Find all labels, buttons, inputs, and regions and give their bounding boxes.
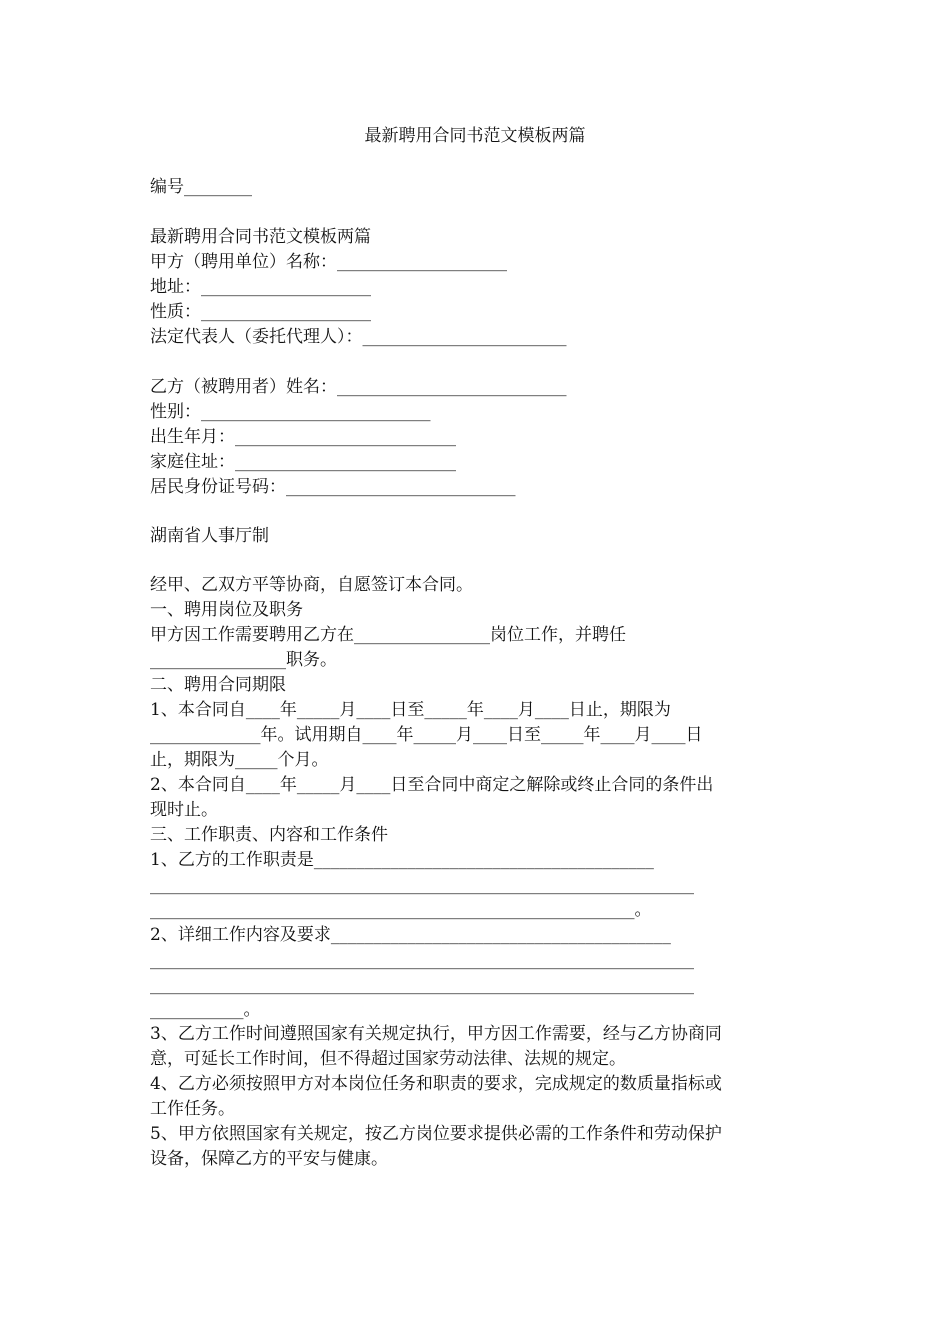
party-a-address: 地址：____________________ (150, 277, 371, 297)
clause-3-4: 工作任务。 (150, 1099, 235, 1119)
clause-2-1: 止，期限为_____个月。 (150, 750, 329, 770)
clause-3-3: 3、乙方工作时间遵照国家有关规定执行，甲方因工作需要，经与乙方协商同 (150, 1024, 722, 1044)
clause-3-3: 意，可延长工作时间，但不得超过国家劳动法律、法规的规定。 (150, 1049, 626, 1069)
clause-3-2-blank: ________________________________________________________________ (150, 950, 694, 970)
section-1-text: ________________职务。 (150, 650, 337, 670)
party-b-birth: 出生年月：__________________________ (150, 427, 456, 447)
clause-2-2: 2、本合同自____年_____月____日至合同中商定之解除或终止合同的条件出 (150, 775, 714, 795)
clause-3-1-blank: _________________________________________________________。 (150, 900, 652, 920)
clause-3-5: 5、甲方依照国家有关规定，按乙方岗位要求提供必需的工作条件和劳动保护 (150, 1124, 722, 1144)
clause-3-2: 2、详细工作内容及要求________________________________________ (150, 925, 671, 945)
party-b-id-number: 居民身份证号码：___________________________ (150, 477, 516, 497)
party-a-representative: 法定代表人（委托代理人）：________________________ (150, 327, 567, 347)
party-b-address: 家庭住址：__________________________ (150, 452, 456, 472)
section-3-heading: 三、工作职责、内容和工作条件 (150, 825, 388, 845)
clause-3-2-blank: ________________________________________________________________ (150, 975, 694, 995)
section-1-text: 甲方因工作需要聘用乙方在________________岗位工作，并聘任 (150, 625, 626, 645)
contract-number: 编号________ (150, 177, 252, 197)
section-2-heading: 二、聘用合同期限 (150, 675, 286, 695)
clause-2-1: _____________年。试用期自____年_____月____日至_____年____月____日 (150, 725, 703, 745)
document-title: 最新聘用合同书范文模板两篇 (364, 126, 586, 146)
clause-3-1: 1、乙方的工作职责是________________________________________ (150, 850, 654, 870)
party-b-name: 乙方（被聘用者）姓名：___________________________ (150, 377, 567, 397)
clause-3-2-blank: ___________。 (150, 1000, 261, 1020)
section-1-heading: 一、聘用岗位及职务 (150, 600, 303, 620)
party-a-nature: 性质：____________________ (150, 302, 371, 322)
intro-paragraph: 经甲、乙双方平等协商，自愿签订本合同。 (150, 575, 473, 595)
clause-3-4: 4、乙方必须按照甲方对本岗位任务和职责的要求，完成规定的数质量指标或 (150, 1074, 722, 1094)
clause-3-5: 设备，保障乙方的平安与健康。 (150, 1149, 388, 1169)
clause-3-1-blank: ________________________________________________________________ (150, 875, 694, 895)
clause-2-1: 1、本合同自____年_____月____日至_____年____月____日止，期限为 (150, 700, 671, 720)
party-b-gender: 性别：___________________________ (150, 402, 431, 422)
subtitle: 最新聘用合同书范文模板两篇 (150, 227, 371, 247)
clause-2-2: 现时止。 (150, 800, 218, 820)
party-a-name: 甲方（聘用单位）名称：____________________ (150, 252, 507, 272)
issuer: 湖南省人事厅制 (150, 526, 269, 546)
